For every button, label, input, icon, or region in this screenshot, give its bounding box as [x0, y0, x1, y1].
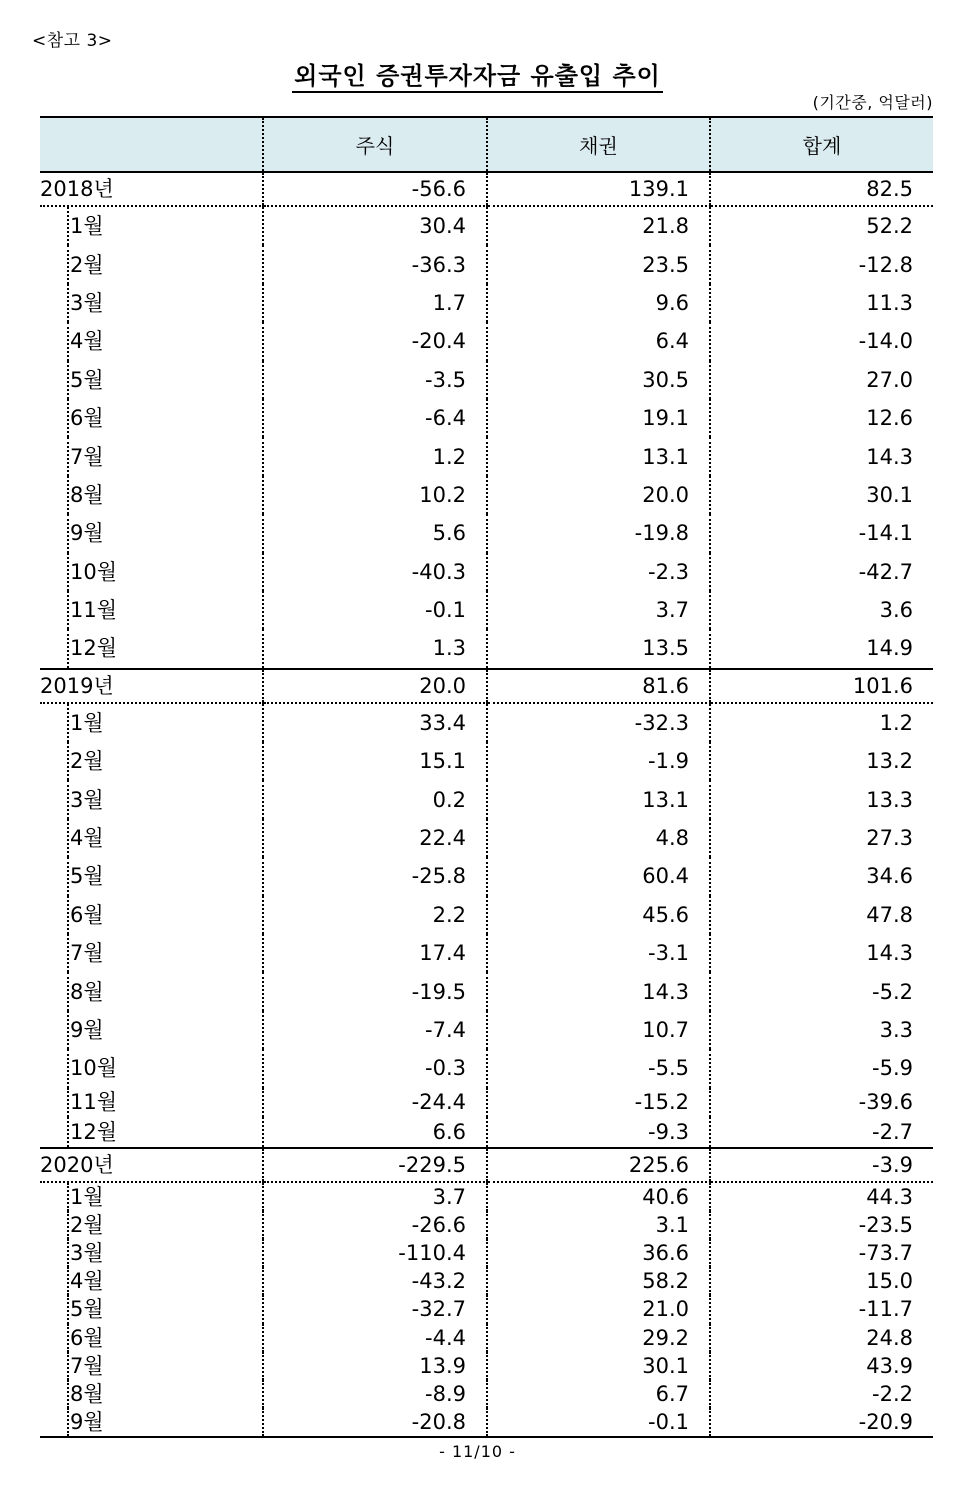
month-label: 1월	[70, 710, 104, 735]
dotted-divider	[67, 1239, 69, 1267]
stocks-value: -110.4	[263, 1239, 487, 1267]
table-body	[40, 172, 933, 1437]
month-label: 8월	[70, 482, 104, 507]
header-period	[40, 117, 263, 172]
bonds-value: 13.5	[487, 629, 710, 668]
month-label: 11월	[70, 1090, 118, 1115]
bonds-value: -9.3	[487, 1117, 710, 1148]
stocks-value: 22.4	[263, 819, 487, 857]
table-row	[40, 972, 933, 1010]
month-cell	[40, 857, 263, 895]
month-cell	[40, 780, 263, 818]
dotted-divider	[67, 514, 69, 552]
stocks-value: 30.4	[263, 206, 487, 245]
month-cell	[40, 1182, 263, 1211]
month-cell	[40, 629, 263, 668]
dotted-divider	[67, 1183, 69, 1211]
table-row	[40, 437, 933, 475]
stocks-value: 33.4	[263, 703, 487, 742]
bonds-value: 13.1	[487, 437, 710, 475]
stocks-value: -26.6	[263, 1211, 487, 1239]
reference-label: <참고 3>	[32, 31, 113, 51]
table-row	[40, 361, 933, 399]
bonds-value: 21.0	[487, 1295, 710, 1323]
table-row	[40, 1239, 933, 1267]
bonds-value: 30.1	[487, 1352, 710, 1380]
total-value: -2.2	[710, 1380, 933, 1408]
bonds-value: 40.6	[487, 1182, 710, 1211]
table-row	[40, 514, 933, 552]
bonds-value: 21.8	[487, 206, 710, 245]
table-row	[40, 1380, 933, 1408]
table-row	[40, 284, 933, 322]
stocks-value: -6.4	[263, 399, 487, 437]
month-cell	[40, 206, 263, 245]
dotted-divider	[67, 1324, 69, 1352]
stocks-value: -36.3	[263, 245, 487, 283]
stocks-value: -7.4	[263, 1011, 487, 1049]
month-label: 7월	[70, 1353, 104, 1378]
page-title	[0, 56, 955, 91]
total-value: 13.2	[710, 742, 933, 780]
month-label: 3월	[70, 787, 104, 812]
bonds-value: 3.1	[487, 1211, 710, 1239]
total-value: 14.9	[710, 629, 933, 668]
bonds-value: 3.7	[487, 591, 710, 629]
month-cell	[40, 896, 263, 934]
dotted-divider	[67, 1117, 69, 1147]
month-label: 4월	[70, 1269, 104, 1294]
table-header-row	[40, 117, 933, 172]
month-cell	[40, 1295, 263, 1323]
month-label: 7월	[70, 444, 104, 469]
total-value: 34.6	[710, 857, 933, 895]
bonds-value: 4.8	[487, 819, 710, 857]
total-value: 11.3	[710, 284, 933, 322]
month-label: 7월	[70, 941, 104, 966]
bonds-value: 20.0	[487, 476, 710, 514]
table-row	[40, 1049, 933, 1087]
table-row	[40, 553, 933, 591]
stocks-value: -40.3	[263, 553, 487, 591]
dotted-divider	[67, 361, 69, 399]
month-label: 10월	[70, 1056, 118, 1081]
bonds-value: -32.3	[487, 703, 710, 742]
year-total-value: -3.9	[710, 1148, 933, 1182]
dotted-divider	[67, 245, 69, 283]
stocks-value: 1.7	[263, 284, 487, 322]
bonds-value: 60.4	[487, 857, 710, 895]
stocks-value: -32.7	[263, 1295, 487, 1323]
month-cell	[40, 361, 263, 399]
total-value: 24.8	[710, 1324, 933, 1352]
stocks-value: 10.2	[263, 476, 487, 514]
bonds-value: -19.8	[487, 514, 710, 552]
table-row	[40, 1352, 933, 1380]
table-row	[40, 1182, 933, 1211]
bonds-value: 58.2	[487, 1267, 710, 1295]
month-cell	[40, 934, 263, 972]
table-row	[40, 819, 933, 857]
total-value: 30.1	[710, 476, 933, 514]
bonds-value: 23.5	[487, 245, 710, 283]
table-row	[40, 1211, 933, 1239]
month-label: 8월	[70, 1382, 104, 1406]
total-value: -12.8	[710, 245, 933, 283]
total-value: 1.2	[710, 703, 933, 742]
bonds-value: 29.2	[487, 1324, 710, 1352]
dotted-divider	[67, 857, 69, 895]
table-row	[40, 1117, 933, 1148]
dotted-divider	[67, 399, 69, 437]
total-value: -73.7	[710, 1239, 933, 1267]
year-bonds-value: 81.6	[487, 669, 710, 703]
month-label: 4월	[70, 826, 104, 851]
flow-table	[40, 116, 933, 1438]
total-value: -39.6	[710, 1088, 933, 1118]
total-value: 52.2	[710, 206, 933, 245]
total-value: -5.9	[710, 1049, 933, 1087]
dotted-divider	[67, 1352, 69, 1380]
table-row	[40, 742, 933, 780]
table-row	[40, 934, 933, 972]
month-cell	[40, 1011, 263, 1049]
bonds-value: 19.1	[487, 399, 710, 437]
month-label: 2월	[70, 1212, 104, 1237]
table-row	[40, 780, 933, 818]
stocks-value: -20.4	[263, 322, 487, 360]
stocks-value: 2.2	[263, 896, 487, 934]
table-row	[40, 1267, 933, 1295]
total-value: -42.7	[710, 553, 933, 591]
stocks-value: -43.2	[263, 1267, 487, 1295]
bonds-value: 36.6	[487, 1239, 710, 1267]
month-cell	[40, 514, 263, 552]
month-label: 9월	[70, 1410, 104, 1435]
table-row	[40, 896, 933, 934]
table-row	[40, 1295, 933, 1323]
stocks-value: -25.8	[263, 857, 487, 895]
stocks-value: -3.5	[263, 361, 487, 399]
month-cell	[40, 437, 263, 475]
dotted-divider	[67, 1011, 69, 1049]
total-value: -14.1	[710, 514, 933, 552]
total-value: 15.0	[710, 1267, 933, 1295]
year-total-value: 101.6	[710, 669, 933, 703]
year-row	[40, 172, 933, 206]
dotted-divider	[67, 207, 69, 245]
bonds-value: 6.4	[487, 322, 710, 360]
header-bonds: 채권	[487, 117, 710, 172]
month-label: 3월	[70, 1241, 104, 1266]
dotted-divider	[67, 780, 69, 818]
month-label: 2월	[70, 252, 104, 277]
total-value: 44.3	[710, 1182, 933, 1211]
bonds-value: 14.3	[487, 972, 710, 1010]
table-row	[40, 1011, 933, 1049]
total-value: 12.6	[710, 399, 933, 437]
dotted-divider	[67, 1267, 69, 1295]
total-value: 43.9	[710, 1352, 933, 1380]
month-label: 5월	[70, 367, 104, 392]
flow-table-container	[40, 116, 933, 1438]
dotted-divider	[67, 1380, 69, 1408]
total-value: 3.3	[710, 1011, 933, 1049]
bonds-value: -2.3	[487, 553, 710, 591]
year-stocks-value: -229.5	[263, 1148, 487, 1182]
bonds-value: -0.1	[487, 1408, 710, 1437]
dotted-divider	[67, 819, 69, 857]
dotted-divider	[67, 591, 69, 629]
dotted-divider	[67, 1408, 69, 1436]
header-stocks: 주식	[263, 117, 487, 172]
bonds-value: 30.5	[487, 361, 710, 399]
total-value: -2.7	[710, 1117, 933, 1148]
month-label: 3월	[70, 290, 104, 315]
month-label: 1월	[70, 1184, 104, 1209]
month-cell	[40, 476, 263, 514]
stocks-value: 13.9	[263, 1352, 487, 1380]
month-cell	[40, 1380, 263, 1408]
month-label: 11월	[70, 598, 118, 623]
stocks-value: 5.6	[263, 514, 487, 552]
month-cell	[40, 972, 263, 1010]
total-value: 27.3	[710, 819, 933, 857]
bonds-value: 45.6	[487, 896, 710, 934]
month-cell	[40, 1267, 263, 1295]
total-value: -14.0	[710, 322, 933, 360]
table-row	[40, 629, 933, 668]
month-cell	[40, 742, 263, 780]
stocks-value: 0.2	[263, 780, 487, 818]
month-label: 2월	[70, 749, 104, 774]
year-stocks-value: 20.0	[263, 669, 487, 703]
year-label: 2018년	[40, 172, 263, 206]
month-label: 10월	[70, 559, 118, 584]
stocks-value: -4.4	[263, 1324, 487, 1352]
dotted-divider	[67, 896, 69, 934]
total-value: 47.8	[710, 896, 933, 934]
bonds-value: -5.5	[487, 1049, 710, 1087]
dotted-divider	[67, 284, 69, 322]
year-label: 2019년	[40, 669, 263, 703]
dotted-divider	[67, 322, 69, 360]
total-value: 3.6	[710, 591, 933, 629]
year-total-value: 82.5	[710, 172, 933, 206]
dotted-divider	[67, 972, 69, 1010]
dotted-divider	[67, 1295, 69, 1323]
year-bonds-value: 225.6	[487, 1148, 710, 1182]
year-row	[40, 669, 933, 703]
stocks-value: -0.3	[263, 1049, 487, 1087]
month-label: 6월	[70, 1325, 104, 1350]
bonds-value: 10.7	[487, 1011, 710, 1049]
month-label: 9월	[70, 1018, 104, 1042]
month-cell	[40, 399, 263, 437]
page-title-text: 외국인 증권투자자금 유출입 추이	[292, 62, 663, 93]
month-label: 5월	[70, 1297, 104, 1322]
month-cell	[40, 1408, 263, 1437]
month-cell	[40, 1239, 263, 1267]
year-row	[40, 1148, 933, 1182]
stocks-value: 1.3	[263, 629, 487, 668]
total-value: 27.0	[710, 361, 933, 399]
dotted-divider	[67, 704, 69, 742]
table-row	[40, 399, 933, 437]
stocks-value: -20.8	[263, 1408, 487, 1437]
month-cell	[40, 553, 263, 591]
month-cell	[40, 591, 263, 629]
table-row	[40, 476, 933, 514]
month-cell	[40, 1088, 263, 1118]
month-cell	[40, 703, 263, 742]
table-row	[40, 1088, 933, 1118]
total-value: 14.3	[710, 437, 933, 475]
bonds-value: 6.7	[487, 1380, 710, 1408]
stocks-value: -8.9	[263, 1380, 487, 1408]
month-cell	[40, 245, 263, 283]
total-value: 13.3	[710, 780, 933, 818]
month-label: 12월	[70, 636, 118, 661]
bonds-value: -3.1	[487, 934, 710, 972]
month-cell	[40, 1211, 263, 1239]
bonds-value: -1.9	[487, 742, 710, 780]
table-row	[40, 206, 933, 245]
stocks-value: -19.5	[263, 972, 487, 1010]
month-label: 8월	[70, 979, 104, 1004]
year-label: 2020년	[40, 1148, 263, 1182]
dotted-divider	[67, 1049, 69, 1087]
month-cell	[40, 1049, 263, 1087]
stocks-value: 6.6	[263, 1117, 487, 1148]
month-label: 4월	[70, 329, 104, 354]
year-bonds-value: 139.1	[487, 172, 710, 206]
dotted-divider	[67, 553, 69, 591]
table-row	[40, 703, 933, 742]
dotted-divider	[67, 437, 69, 475]
month-label: 12월	[70, 1119, 118, 1144]
stocks-value: 1.2	[263, 437, 487, 475]
stocks-value: -0.1	[263, 591, 487, 629]
stocks-value: 15.1	[263, 742, 487, 780]
month-cell	[40, 322, 263, 360]
month-cell	[40, 819, 263, 857]
total-value: 14.3	[710, 934, 933, 972]
dotted-divider	[67, 934, 69, 972]
month-cell	[40, 1117, 263, 1148]
page-number: - 11/10 -	[439, 1442, 516, 1461]
table-row	[40, 857, 933, 895]
month-cell	[40, 1324, 263, 1352]
bonds-value: 13.1	[487, 780, 710, 818]
table-row	[40, 591, 933, 629]
month-label: 6월	[70, 406, 104, 431]
dotted-divider	[67, 742, 69, 780]
dotted-divider	[67, 1211, 69, 1239]
month-cell	[40, 1352, 263, 1380]
table-row	[40, 245, 933, 283]
table-row	[40, 1408, 933, 1437]
month-cell	[40, 284, 263, 322]
stocks-value: 17.4	[263, 934, 487, 972]
unit-note: (기간중, 억달러)	[812, 93, 933, 112]
stocks-value: -24.4	[263, 1088, 487, 1118]
table-row	[40, 322, 933, 360]
total-value: -11.7	[710, 1295, 933, 1323]
table-row	[40, 1324, 933, 1352]
month-label: 9월	[70, 521, 104, 546]
month-label: 5월	[70, 864, 104, 889]
dotted-divider	[67, 1088, 69, 1118]
stocks-value: 3.7	[263, 1182, 487, 1211]
bonds-value: 9.6	[487, 284, 710, 322]
month-label: 6월	[70, 902, 104, 927]
bonds-value: -15.2	[487, 1088, 710, 1118]
header-total: 합계	[710, 117, 933, 172]
dotted-divider	[67, 629, 69, 667]
total-value: -23.5	[710, 1211, 933, 1239]
total-value: -20.9	[710, 1408, 933, 1437]
year-stocks-value: -56.6	[263, 172, 487, 206]
total-value: -5.2	[710, 972, 933, 1010]
dotted-divider	[67, 476, 69, 514]
month-label: 1월	[70, 214, 104, 239]
